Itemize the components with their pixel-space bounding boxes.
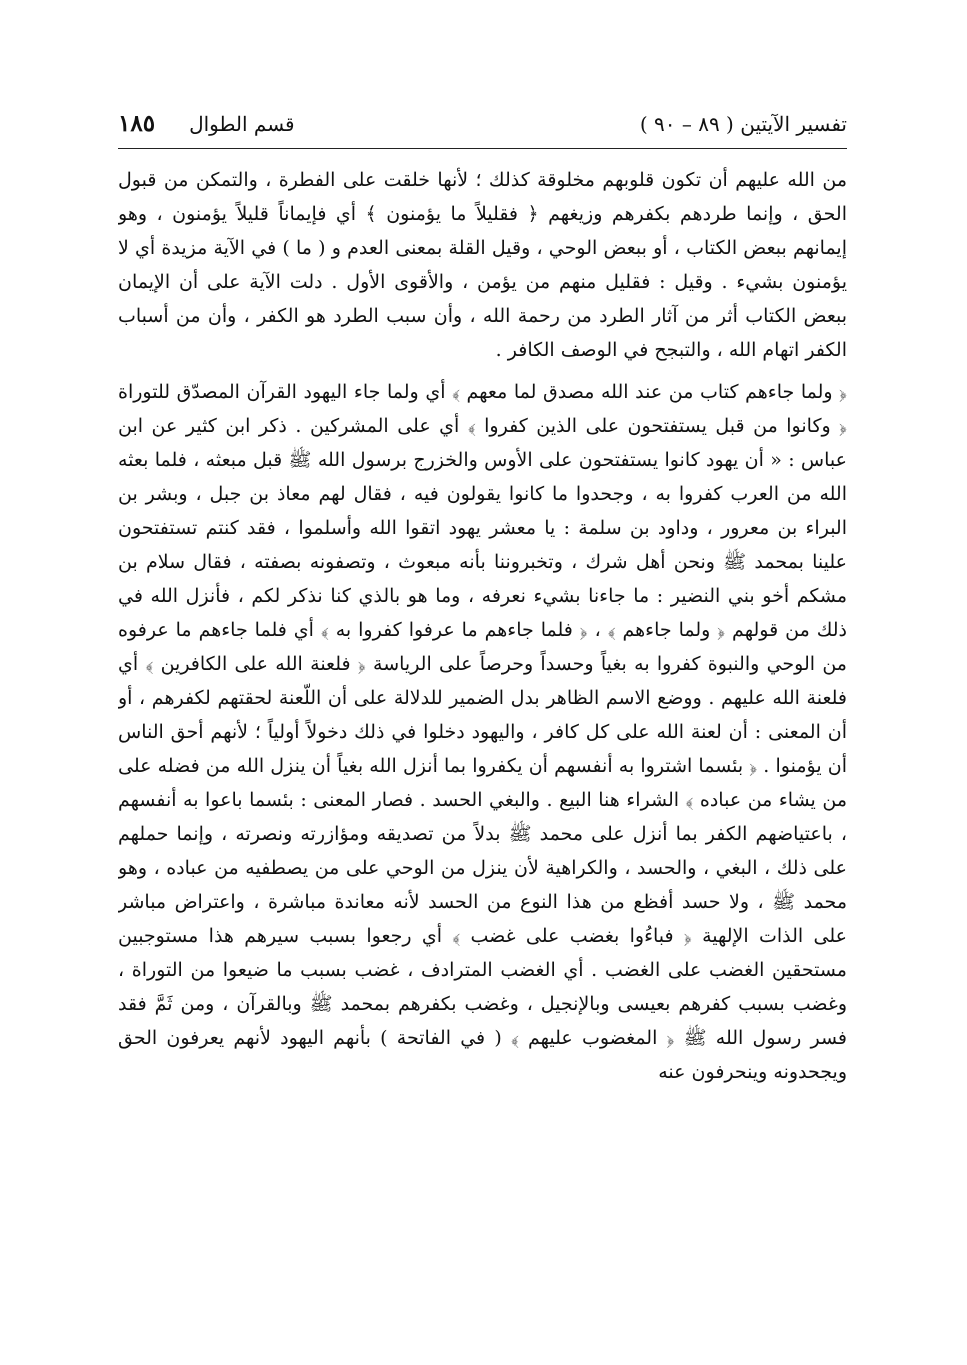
section-title: قسم الطوال bbox=[189, 112, 295, 136]
page-number: ١٨٥ bbox=[118, 109, 156, 137]
chapter-title: تفسير الآيتين ( ٨٩ – ٩٠ ) bbox=[639, 112, 847, 136]
body-text bbox=[118, 163, 847, 1310]
header-divider bbox=[118, 148, 847, 149]
paragraph: ﴿ ولما جاءهم كتاب من عند الله مصدق لما معهم ﴾ أي ولما جاء اليهود القرآن المصدّق للتوراة ﴿ وكانوا من قبل يستفتحون على الذين كفروا ﴾ أي على المشركين . ذكر ابن كثير عن ابن عباس : « أن يهود كانوا يستفتحون على الأوس والخزرج برسول الله ﷺ قبل مبعثه ، فلما بعثه الله من العرب كفروا به ، وجحدوا ما كانوا يقولون فيه ، فقال لهم معاذ بن جبل ، وبشر بن البراء بن معرور ، وداود بن سلمة : يا معشر يهود اتقوا الله وأسلموا ، فقد كنتم تستفتحون علينا بمحمد ﷺ ونحن أهل شرك ، وتخبروننا بأنه مبعوث ، وتصفونه بصفته ، فقال سلام بن مشكم أخو بني النضير : ما جاءنا بشيء نعرفه ، وما هو بالذي كنا نذكر لكم ، فأنزل الله في ذلك من قولهم ﴿ ولما جاءهم ﴾ ، ﴿ فلما جاءهم ما عرفوا كفروا به ﴾ أي فلما جاءهم ما عرفوه من الوحي والنبوة كفروا به بغياً وحسداً وحرصاً على الرياسة ﴿ فلعنة الله على الكافرين ﴾ أي فلعنة الله عليهم . ووضع الاسم الظاهر بدل الضمير للدلالة على أن اللّعنة لحقتهم لكفرهم ، أو أن المعنى : أن لعنة الله على كل كافر ، واليهود دخلوا في ذلك دخولاً أولياً ؛ لأنهم أحق الناس أن يؤمنوا . ﴿ بئسما اشتروا به أنفسهم أن يكفروا بما أنزل الله بغياً أن ينزل الله من فضله على من يشاء من عباده ﴾ الشراء هنا البيع . والبغي الحسد . فصار المعنى : بئسما باعوا به أنفسهم ، باعتياضهم الكفر بما أنزل على محمد ﷺ بدلاً من تصديقه ومؤازرته ونصرته ، وإنما حملهم على ذلك ، البغي ، والحسد ، والكراهية لأن ينزل من الوحي على من يصطفيه من عباده ، وهو محمد ﷺ ، ولا حسد أفظع من هذا النوع من الحسد لأنه معاندة مباشرة ، واعتراض مباشر على الذات الإلهية ﴿ فباءُوا بغضب على غضب ﴾ أي رجعوا بسبب سيرهم هذا مستوجبين مستحقين الغضب على الغضب . أي الغضب المترادف ، غضب بسبب ما ضيعوا من التوراة ، وغضب بسبب كفرهم بعيسى وبالإنجيل ، وغضب بكفرهم بمحمد ﷺ وبالقرآن ، ومن ثَمَّ فقد فسر رسول الله ﷺ ﴿ المغضوب عليهم ﴾ ( في الفاتحة ) بأنهم اليهود لأنهم يعرفون الحق ويجحدونه وينحرفون عنه bbox=[118, 381, 847, 1083]
paragraph: من الله عليهم أن تكون قلوبهم مخلوقة كذلك ؛ لأنها خلقت على الفطرة ، والتمكن من قبول الحق ، وإنما طردهم بكفرهم وزيغهم ﴿ فقليلاً ما يؤمنون ﴾ أي فإيماناً قليلاً يؤمنون ، وهو إيمانهم ببعض الكتاب ، أو ببعض الوحي ، وقيل القلة بمعنى العدم و ( ما ) في الآية مزيدة أي لا يؤمنون بشيء . وقيل : فقليل منهم من يؤمن ، والأقوى الأول . دلت الآية على أن الإيمان ببعض الكتاب أثر من آثار الطرد من رحمة الله ، وأن سبب الطرد هو الكفر ، وأن من أسباب الكفر اتهام الله ، والتبجح في الوصف الكافر . bbox=[118, 169, 847, 361]
page-header bbox=[118, 104, 847, 144]
header-meta bbox=[118, 108, 295, 140]
